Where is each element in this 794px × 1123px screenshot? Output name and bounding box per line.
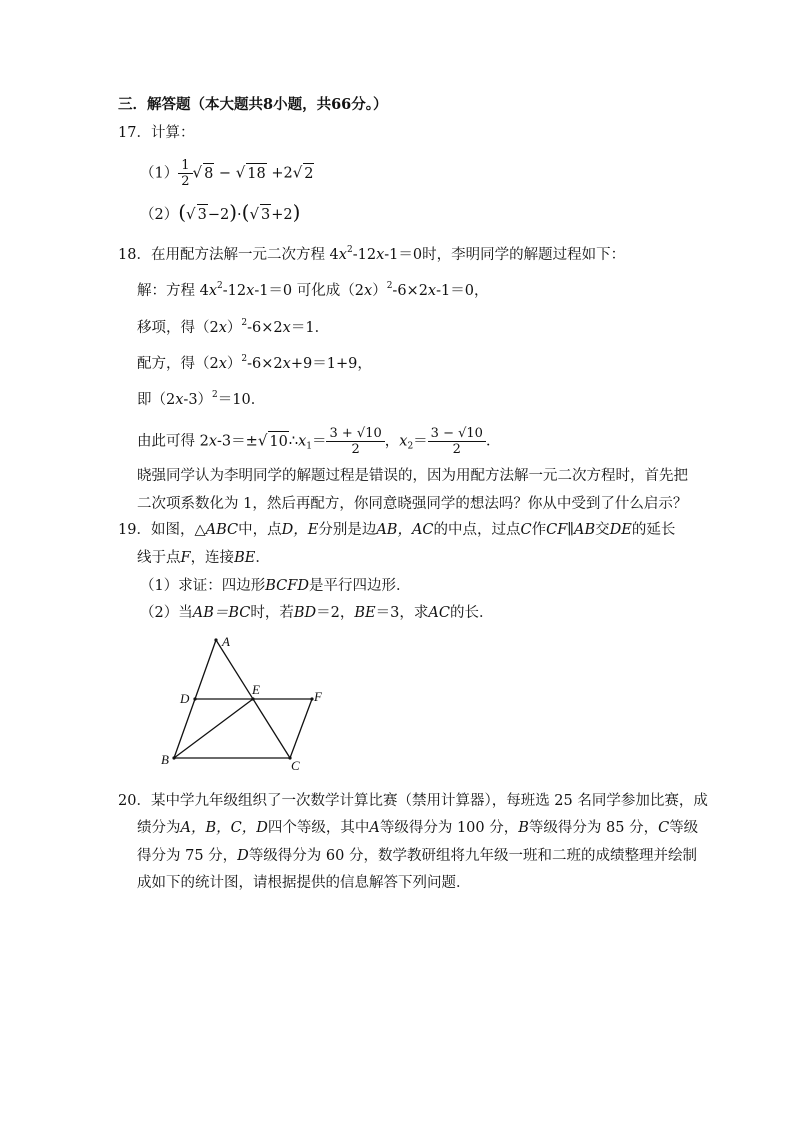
segment-BE — [174, 699, 253, 758]
point-A — [214, 638, 217, 641]
point-E — [251, 697, 254, 700]
label-A: A — [222, 634, 230, 649]
q19-stem-line2: 线于点F，连接BE． — [137, 550, 270, 566]
part-label: （2） — [140, 207, 179, 223]
q20-line2: 绩分为A，B，C，D四个等级，其中A等级得分为 100 分，B等级得分为 85 分，C等级 — [137, 820, 699, 836]
q20-line3: 得分为 75 分，D等级得分为 60 分，数学教研组将九年级一班和二班的成绩整理并绘制 — [137, 848, 697, 864]
q19-part2: （2）当AB＝BC时，若BD＝2，BE＝3，求AC的长． — [140, 605, 494, 621]
part-label: （1） — [140, 165, 179, 182]
q18-step1: 解：方程 $4x^2-12x-1=0$ 可化成$(2x)^2-6\times 2x-1=0$， — [137, 281, 489, 299]
radicand: 2 — [303, 163, 314, 184]
q20-line4: 成如下的统计图，请根据提供的信息解答下列问题． — [137, 875, 471, 891]
segment-CF — [290, 699, 312, 758]
radicand: 18 — [246, 163, 266, 184]
label-B: B — [161, 752, 169, 767]
fraction: $\frac{1}{2}$ — [178, 158, 192, 189]
fraction: $\frac{3 + √10}{2}$ — [326, 426, 384, 457]
q18-step2: 移项，得$(2x)^2-6\times 2x=1$． — [137, 318, 330, 336]
label-F: F — [314, 689, 322, 704]
q18-note-line1: 晓强同学认为李明同学的解题过程是错误的，因为用配方法解一元二次方程时，首先把 — [137, 468, 688, 484]
q19-part1: （1）求证：四边形BCFD是平行四边形． — [140, 578, 411, 594]
q17-stem: 17．计算： — [118, 125, 195, 141]
label-C: C — [291, 758, 300, 772]
q17-part1: （1） $\frac{1}{2}$ √ 8 − √ 18 +2√ 2 — [140, 158, 314, 189]
label-D: D — [180, 691, 190, 706]
q18-step4: 即$(2x-3)^2=10$． — [137, 390, 266, 408]
q18-note-line2: 二次项系数化为 1，然后再配方，你同意晓强同学的想法吗？你从中受到了什么启示？ — [137, 496, 688, 512]
q18-step5: 由此可得 2x-3＝±√ $10\therefore x_1=$ $\frac{3 + √10}{2}$ ，$x_2=$ $\frac{3 - √10}{2}$ ． — [137, 426, 501, 457]
q18-stem: 18．在用配方法解一元二次方程 $4x^2-12x-1=0$时，李明同学的解题过程如下： — [118, 245, 626, 263]
q20-line1: 20．某中学九年级组织了一次数学计算比赛（禁用计算器），每班选 25 名同学参加比赛，成 — [118, 793, 708, 809]
section-heading: 三．解答题（本大题共8小题，共66分。） — [118, 96, 388, 113]
radicand: 8 — [203, 163, 214, 184]
q19-stem-line1: 19．如图，△ABC中，点D，E分别是边AB，AC的中点，过点C作CF∥AB交DE的延长 — [118, 522, 676, 538]
q18-step3: 配方，得$(2x)^2-6\times 2x+9=1+9$， — [137, 354, 372, 372]
label-E: E — [252, 682, 260, 697]
q17-part2: （2）(√ 3−2)·(√ 3+2) — [140, 200, 301, 224]
point-B — [172, 756, 175, 759]
fraction: $\frac{3 - √10}{2}$ — [428, 426, 486, 457]
point-D — [193, 697, 196, 700]
geometry-figure — [160, 632, 380, 772]
